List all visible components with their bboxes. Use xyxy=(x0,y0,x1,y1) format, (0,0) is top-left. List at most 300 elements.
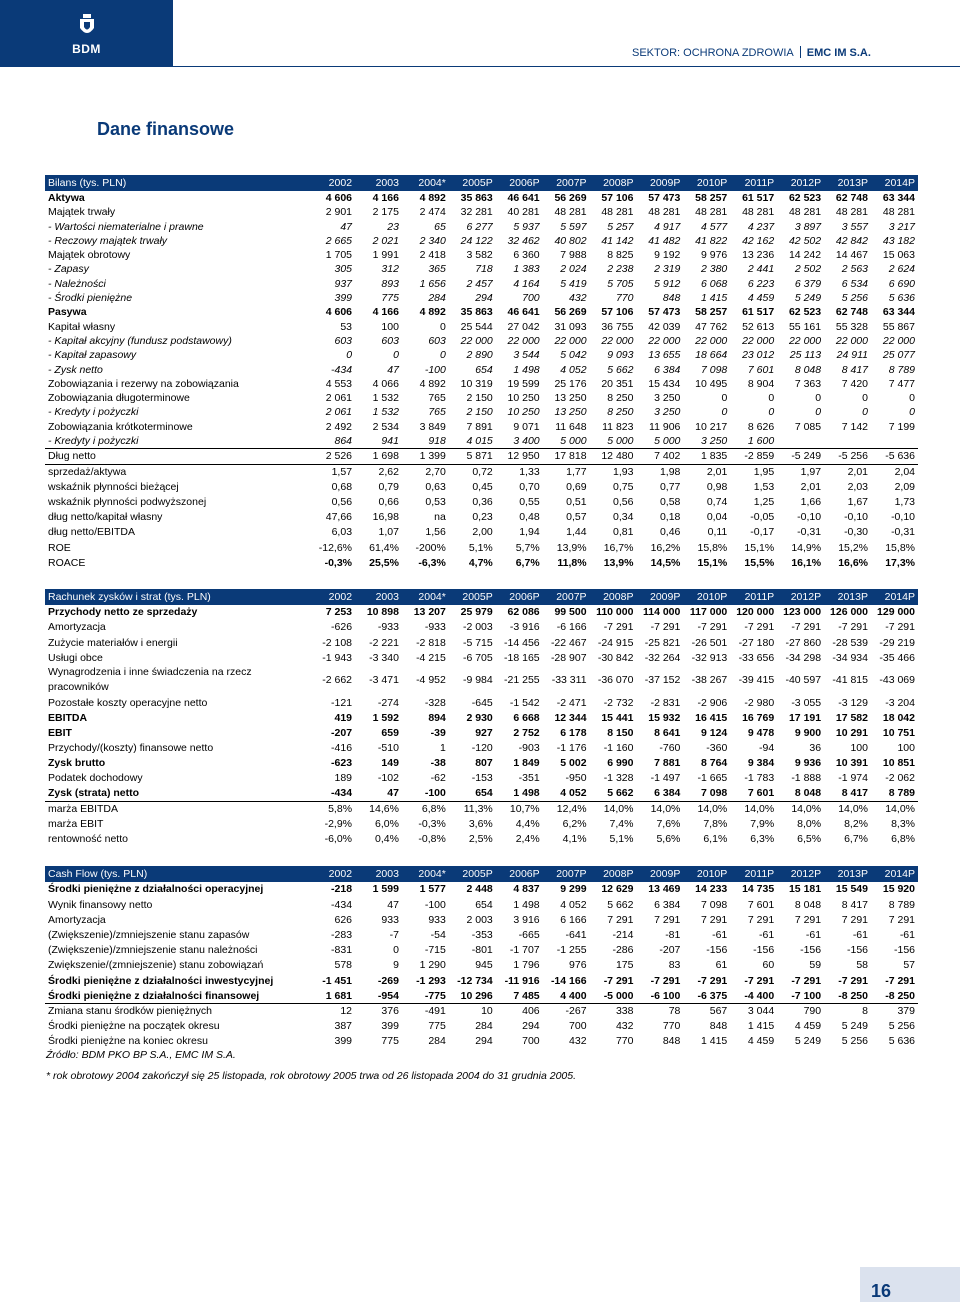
cell-value: 4 166 xyxy=(372,192,399,204)
cell-value: -3 916 xyxy=(509,621,540,634)
cell-value: 775 xyxy=(381,292,399,305)
row-label: Środki pieniężne z działalności finansowej xyxy=(45,988,308,1003)
cell-value: -6 375 xyxy=(683,988,730,1003)
table-row xyxy=(45,191,918,205)
cell-value: 1 498 xyxy=(496,786,543,801)
table-row xyxy=(45,405,918,419)
cell-value: 659 xyxy=(381,726,399,739)
cell-value: 8 789 xyxy=(871,786,918,801)
cell-value: 0,56 xyxy=(331,495,353,508)
cell-value: 57 106 xyxy=(601,192,634,204)
table-row xyxy=(45,464,918,479)
row-label: Zwiększenie/(zmniejszenie) stanu zobowiązań xyxy=(48,959,264,972)
cell-value: 2 150 xyxy=(466,406,493,419)
row-label: Amortyzacja xyxy=(48,913,106,926)
cell-value: 0 xyxy=(721,392,728,405)
cell-value: 14,5% xyxy=(650,556,681,569)
cell-value: 5 419 xyxy=(560,277,587,290)
cell-value: 7 098 xyxy=(701,363,728,376)
row-label: Wynik finansowy netto xyxy=(48,898,153,911)
cell-value: 0,51 xyxy=(566,495,587,508)
cell-value: 32 462 xyxy=(507,234,540,247)
cell-value: 189 xyxy=(334,772,353,785)
table-row xyxy=(45,801,918,816)
cell-value: 1,44 xyxy=(566,526,587,539)
table-row xyxy=(45,726,918,741)
cell-value: 9 299 xyxy=(560,883,587,896)
cell-value: 6 990 xyxy=(607,757,634,770)
cell-value: 8 417 xyxy=(841,898,868,911)
cell-value: 22 000 xyxy=(788,334,822,347)
cell-value: 432 xyxy=(569,292,587,305)
cell-value: 0,63 xyxy=(425,480,446,493)
cell-value: 0,4% xyxy=(375,832,399,845)
cell-value: 36 xyxy=(809,742,822,755)
cell-value: -100 xyxy=(424,898,446,911)
cell-value: 4 577 xyxy=(701,220,728,233)
cell-value: -6,0% xyxy=(324,832,353,845)
cell-value: -33 656 xyxy=(738,651,775,664)
cell-value: 10 495 xyxy=(695,377,728,390)
cell-value: -32 264 xyxy=(644,651,681,664)
cell-value: 294 xyxy=(475,1035,493,1048)
cell-value: 4 052 xyxy=(560,898,587,911)
cell-value: 9 976 xyxy=(701,249,728,262)
cell-value: 8 048 xyxy=(777,786,824,801)
cell-value: 47 xyxy=(387,363,399,376)
cell-value: 6 384 xyxy=(654,363,681,376)
cell-value: 3 544 xyxy=(513,349,540,362)
cell-value: 2 534 xyxy=(372,420,399,433)
row-label: Majątek trwały xyxy=(48,206,116,219)
cell-value: -831 xyxy=(331,944,353,957)
cell-value: -11 916 xyxy=(504,974,540,987)
cell-value: 6 384 xyxy=(654,898,681,911)
cell-value: 5 002 xyxy=(560,757,587,770)
cell-value: 22 000 xyxy=(742,334,775,347)
bank-logo-icon xyxy=(78,14,96,38)
cell-value: 0,48 xyxy=(519,511,540,524)
cell-value: 23 xyxy=(387,220,399,233)
cell-value: -491 xyxy=(424,1005,446,1018)
cell-value: 5 000 xyxy=(636,434,683,449)
cell-value: 0 xyxy=(393,349,399,362)
cell-value: 3 250 xyxy=(654,406,681,419)
cell-value: 6,5% xyxy=(797,832,822,845)
cell-value: 11,3% xyxy=(463,802,493,815)
cell-value: 3,6% xyxy=(468,817,493,830)
cell-value: 2,09 xyxy=(894,480,915,493)
row-label: dług netto/kapitał własny xyxy=(48,511,163,524)
cell-value: 10,7% xyxy=(509,802,540,815)
cell-value: 700 xyxy=(522,292,540,305)
cell-value: 13,9% xyxy=(603,556,634,569)
year-header: 2007P xyxy=(543,866,590,882)
cell-value: 1 681 xyxy=(308,988,355,1003)
cell-value: 1,94 xyxy=(519,526,540,539)
cell-value: 1,53 xyxy=(753,480,775,493)
cell-value: 8 641 xyxy=(654,726,681,739)
cell-value: 14,0% xyxy=(838,802,868,815)
cell-value: 894 xyxy=(428,711,446,724)
row-label: Pasywa xyxy=(48,306,87,319)
cell-value: -267 xyxy=(565,1005,587,1018)
row-label: - Wartości niematerialne i prawne xyxy=(48,220,204,233)
cell-value: -61 xyxy=(899,929,915,941)
row-label: Zużycie materiałów i energii xyxy=(48,636,178,649)
cell-value: 7 199 xyxy=(888,420,915,433)
cell-value: -0,10 xyxy=(797,511,822,524)
cell-value: 4 606 xyxy=(325,306,353,319)
cell-value: 53 xyxy=(340,320,353,333)
cell-value: -1 293 xyxy=(416,974,446,987)
cell-value: 7 291 xyxy=(841,913,868,926)
cell-value: 399 xyxy=(334,1035,353,1048)
cash-flow-table xyxy=(45,866,918,1049)
cell-value: 0,70 xyxy=(519,480,540,493)
cell-value: -2 108 xyxy=(322,636,353,649)
cell-value: 110 000 xyxy=(596,606,634,619)
cell-value: 432 xyxy=(569,1035,587,1048)
cell-value: -2 062 xyxy=(885,772,915,785)
cell-value: 59 xyxy=(809,959,822,972)
cell-value: 14,6% xyxy=(369,802,399,815)
cell-value: 22 000 xyxy=(507,334,540,347)
cell-value: -360 xyxy=(706,742,728,755)
table-title: Cash Flow (tys. PLN) xyxy=(45,866,308,882)
cell-value: 126 000 xyxy=(830,606,868,619)
cell-value: -6,3% xyxy=(418,556,446,569)
table-row xyxy=(45,786,918,801)
cell-value: 8,2% xyxy=(844,817,868,830)
cell-value: 3 557 xyxy=(841,220,868,233)
cell-value: 15,1% xyxy=(744,541,775,554)
cell-value: -416 xyxy=(331,742,353,755)
cell-value: 770 xyxy=(662,1020,681,1033)
cell-value: 2,03 xyxy=(847,480,868,493)
page-title: Dane finansowe xyxy=(97,119,235,139)
year-header: 2005P xyxy=(449,175,496,191)
cell-value: 2,04 xyxy=(871,464,918,479)
cell-value: -61 xyxy=(805,929,822,941)
cell-value: 149 xyxy=(381,757,399,770)
cell-value: 937 xyxy=(334,277,353,290)
cell-value: 15 441 xyxy=(601,711,634,724)
cell-value: -0,3% xyxy=(418,817,446,830)
cell-value: 25 979 xyxy=(460,606,493,619)
cell-value: 15 549 xyxy=(835,883,868,896)
year-header: 2003 xyxy=(355,866,402,882)
cell-value: 6 690 xyxy=(888,277,915,290)
row-label: - Kapitał akcyjny (fundusz podstawowy) xyxy=(48,334,232,347)
cell-value: -0,17 xyxy=(750,526,775,539)
cell-value: 7 085 xyxy=(794,420,822,433)
cell-value: 12,4% xyxy=(556,802,587,815)
table-row xyxy=(45,635,918,650)
cell-value: 100 xyxy=(381,320,399,333)
cell-value: 4 917 xyxy=(654,220,681,233)
table-row xyxy=(45,943,918,958)
cell-value: 4 606 xyxy=(325,192,353,204)
cell-value: 25 544 xyxy=(460,320,493,333)
cell-value: -7 291 xyxy=(838,974,868,987)
year-header: 2004* xyxy=(402,866,449,882)
cell-value: -7 291 xyxy=(603,621,634,634)
cell-value: 1 656 xyxy=(419,277,446,290)
cell-value: -156 xyxy=(846,944,868,957)
cell-value: 0,74 xyxy=(706,495,728,508)
cell-value: 25 077 xyxy=(882,349,915,362)
cell-value: 11 648 xyxy=(555,420,587,433)
year-header: 2003 xyxy=(355,175,402,191)
table-row xyxy=(45,510,918,525)
cell-value: 7 891 xyxy=(466,420,493,433)
cell-value: 6 277 xyxy=(466,220,493,233)
header-info xyxy=(632,46,871,59)
cell-value: -28 907 xyxy=(550,651,587,664)
cell-value: -1 176 xyxy=(556,742,587,755)
cell-value: 7,9% xyxy=(750,817,775,830)
cell-value: 55 867 xyxy=(882,320,915,333)
cell-value: 1 600 xyxy=(730,434,777,449)
cell-value: 62 748 xyxy=(835,306,868,319)
row-label: - Środki pieniężne xyxy=(48,292,133,305)
cell-value: 7 402 xyxy=(654,450,681,463)
cell-value: 4 459 xyxy=(794,1020,822,1033)
row-label: Wynagrodzenia i inne świadczenia na rzecz pracowników xyxy=(48,666,252,694)
cell-value: 15 920 xyxy=(882,883,915,896)
cell-value: 0,34 xyxy=(613,511,634,524)
row-label: - Kapitał zapasowy xyxy=(48,349,137,362)
cell-value: 7 988 xyxy=(560,249,587,262)
cell-value: -38 xyxy=(430,757,446,770)
cell-value: 16,7% xyxy=(603,541,634,554)
cell-value: 22 000 xyxy=(695,334,728,347)
cell-value: 22 000 xyxy=(554,334,587,347)
cell-value: -0,10 xyxy=(891,511,915,524)
cell-value: 848 xyxy=(662,1035,681,1048)
cell-value: 3 849 xyxy=(419,420,446,433)
cell-value: 8 048 xyxy=(794,363,822,376)
table-row xyxy=(45,665,918,695)
cell-value: -3 340 xyxy=(369,651,399,664)
table-row xyxy=(45,912,918,927)
year-header: 2014P xyxy=(871,175,918,191)
cell-value: 8 048 xyxy=(794,898,822,911)
cell-value: 7,6% xyxy=(656,817,681,830)
cell-value: 770 xyxy=(615,1035,634,1048)
cell-value: 0,23 xyxy=(472,511,493,524)
cell-value: 24 911 xyxy=(836,349,868,362)
cell-value: -2 003 xyxy=(462,621,493,634)
cell-value: 0 xyxy=(909,406,915,419)
year-header: 2006P xyxy=(496,866,543,882)
table-row xyxy=(45,831,918,846)
cell-value: 1 796 xyxy=(513,959,540,972)
cell-value: -41 815 xyxy=(832,674,868,687)
row-label: EBITDA xyxy=(48,711,88,724)
cell-value: 10 250 xyxy=(507,406,540,419)
cell-value: 46 641 xyxy=(507,192,540,204)
cell-value: 8 764 xyxy=(701,757,728,770)
cell-value: 5 636 xyxy=(888,292,915,305)
row-label: sprzedaż/aktywa xyxy=(45,464,308,479)
cell-value: -1 328 xyxy=(603,772,634,785)
cell-value: 7 291 xyxy=(747,913,775,926)
cell-value: 61 xyxy=(715,959,728,972)
cell-value: 2 340 xyxy=(419,234,446,247)
row-label: marża EBIT xyxy=(48,817,104,830)
header-separator xyxy=(800,46,801,58)
cell-value: 1 399 xyxy=(419,450,446,463)
cell-value: -7 291 xyxy=(838,621,868,634)
cell-value: 24 122 xyxy=(460,234,493,247)
income-statement-table xyxy=(45,589,918,846)
cell-value: 294 xyxy=(475,292,493,305)
row-label: - Zapasy xyxy=(48,263,89,276)
cell-value: 41 822 xyxy=(695,234,728,247)
cell-value: 0,11 xyxy=(707,526,728,539)
cell-value: -5 715 xyxy=(462,636,493,649)
year-header: 2005P xyxy=(449,589,496,605)
cell-value: 15 063 xyxy=(882,249,915,262)
table-row xyxy=(45,449,918,464)
cell-value: 40 281 xyxy=(507,206,540,219)
cell-value: 55 161 xyxy=(788,320,822,333)
row-label: Amortyzacja xyxy=(48,621,106,634)
table-row xyxy=(45,620,918,635)
cell-value: -274 xyxy=(377,696,399,709)
cell-value: -207 xyxy=(331,726,353,739)
cell-value: 13 469 xyxy=(648,883,681,896)
cell-value xyxy=(824,434,871,449)
cell-value: 0,53 xyxy=(425,495,446,508)
cell-value: 99 500 xyxy=(554,606,587,619)
cell-value: 6 223 xyxy=(747,277,775,290)
table-row xyxy=(45,710,918,725)
table-row xyxy=(45,695,918,710)
cell-value: 20 351 xyxy=(601,377,634,390)
cell-value: 2 021 xyxy=(372,234,399,247)
cell-value: 47 762 xyxy=(695,320,728,333)
year-header: 2011P xyxy=(730,175,777,191)
cell-value: -7 xyxy=(389,929,399,941)
cell-value: 7 601 xyxy=(747,363,775,376)
row-label: Środki pieniężne na początek okresu xyxy=(48,1020,220,1033)
cell-value: 2 526 xyxy=(325,450,353,463)
cell-value: 9 900 xyxy=(794,726,822,739)
cell-value: 10 751 xyxy=(882,726,915,739)
cell-value: 58 xyxy=(856,959,868,972)
cell-value: 0,57 xyxy=(566,511,587,524)
row-label: Dług netto xyxy=(48,450,96,463)
cell-value: -2 471 xyxy=(556,696,587,709)
cell-value: 19 599 xyxy=(507,377,540,390)
cell-value: -0,8% xyxy=(418,832,446,845)
cell-value: 0,69 xyxy=(566,480,587,493)
cell-value: -39 415 xyxy=(738,674,775,687)
table-row xyxy=(45,334,918,348)
cell-value: 48 281 xyxy=(742,206,775,219)
cell-value: 2 901 xyxy=(325,206,353,219)
cell-value: 1 532 xyxy=(372,406,399,419)
cell-value: 3 044 xyxy=(747,1005,775,1018)
cell-value: 775 xyxy=(428,1020,446,1033)
year-header: 2013P xyxy=(824,175,871,191)
cell-value: 57 473 xyxy=(648,192,681,204)
cell-value: 1 383 xyxy=(513,263,540,276)
cell-value: 41 142 xyxy=(601,234,634,247)
year-header: 2007P xyxy=(543,175,590,191)
cell-value: 603 xyxy=(381,334,399,347)
year-header: 2013P xyxy=(824,866,871,882)
cell-value: 2 024 xyxy=(560,263,587,276)
cell-value: 11 823 xyxy=(602,420,634,433)
table-header-row xyxy=(45,866,918,882)
cell-value: -39 xyxy=(430,726,446,739)
cell-value: 2 238 xyxy=(607,263,634,276)
cell-value: 63 344 xyxy=(882,192,915,204)
cell-value: -62 xyxy=(430,772,446,785)
cell-value: 62 086 xyxy=(507,606,540,619)
cell-value: -12,6% xyxy=(318,541,353,554)
table-row xyxy=(45,277,918,291)
table-row xyxy=(45,928,918,943)
cell-value: 3 400 xyxy=(496,434,543,449)
cell-value: 36 755 xyxy=(601,320,634,333)
cell-value: 927 xyxy=(475,726,493,739)
cell-value: -1 255 xyxy=(556,944,587,957)
cell-value: 6 166 xyxy=(560,913,587,926)
cell-value: 5 000 xyxy=(590,434,637,449)
cell-value: 14 467 xyxy=(835,249,868,262)
year-header: 2006P xyxy=(496,175,543,191)
cell-value: 46 641 xyxy=(507,306,540,319)
cell-value: 7 291 xyxy=(794,913,822,926)
cell-value: 2 457 xyxy=(466,277,493,290)
table-row xyxy=(45,882,918,897)
cell-value: 14 233 xyxy=(695,883,728,896)
cell-value: -156 xyxy=(800,944,822,957)
row-label: - Zysk netto xyxy=(48,363,103,376)
table-title: Rachunek zysków i strat (tys. PLN) xyxy=(45,589,308,605)
cell-value: 1,67 xyxy=(847,495,868,508)
cell-value: -24 915 xyxy=(597,636,634,649)
cell-value: 117 000 xyxy=(689,606,728,619)
cell-value: 4 052 xyxy=(543,786,590,801)
cell-value: -954 xyxy=(355,988,402,1003)
cell-value: -665 xyxy=(518,929,540,941)
cell-value: -5 249 xyxy=(791,450,822,463)
cell-value: 7 291 xyxy=(701,913,728,926)
company-name: EMC IM S.A. xyxy=(806,47,871,59)
cell-value: 5 249 xyxy=(794,292,822,305)
year-header: 2002 xyxy=(308,589,355,605)
cell-value: 78 xyxy=(668,1005,681,1018)
cell-value: 58 257 xyxy=(695,306,728,319)
cell-value: -1 783 xyxy=(744,772,775,785)
cell-value: 305 xyxy=(334,263,353,276)
cell-value: 976 xyxy=(569,959,587,972)
cell-value: 5,8% xyxy=(328,802,353,815)
cell-value: -27 180 xyxy=(738,636,775,649)
cell-value: 57 106 xyxy=(601,306,634,319)
cell-value: 8 825 xyxy=(607,249,634,262)
cell-value: -7 291 xyxy=(650,621,681,634)
cell-value: 22 000 xyxy=(601,334,634,347)
cell-value: 15,2% xyxy=(838,541,868,554)
cell-value: -100 xyxy=(402,786,449,801)
